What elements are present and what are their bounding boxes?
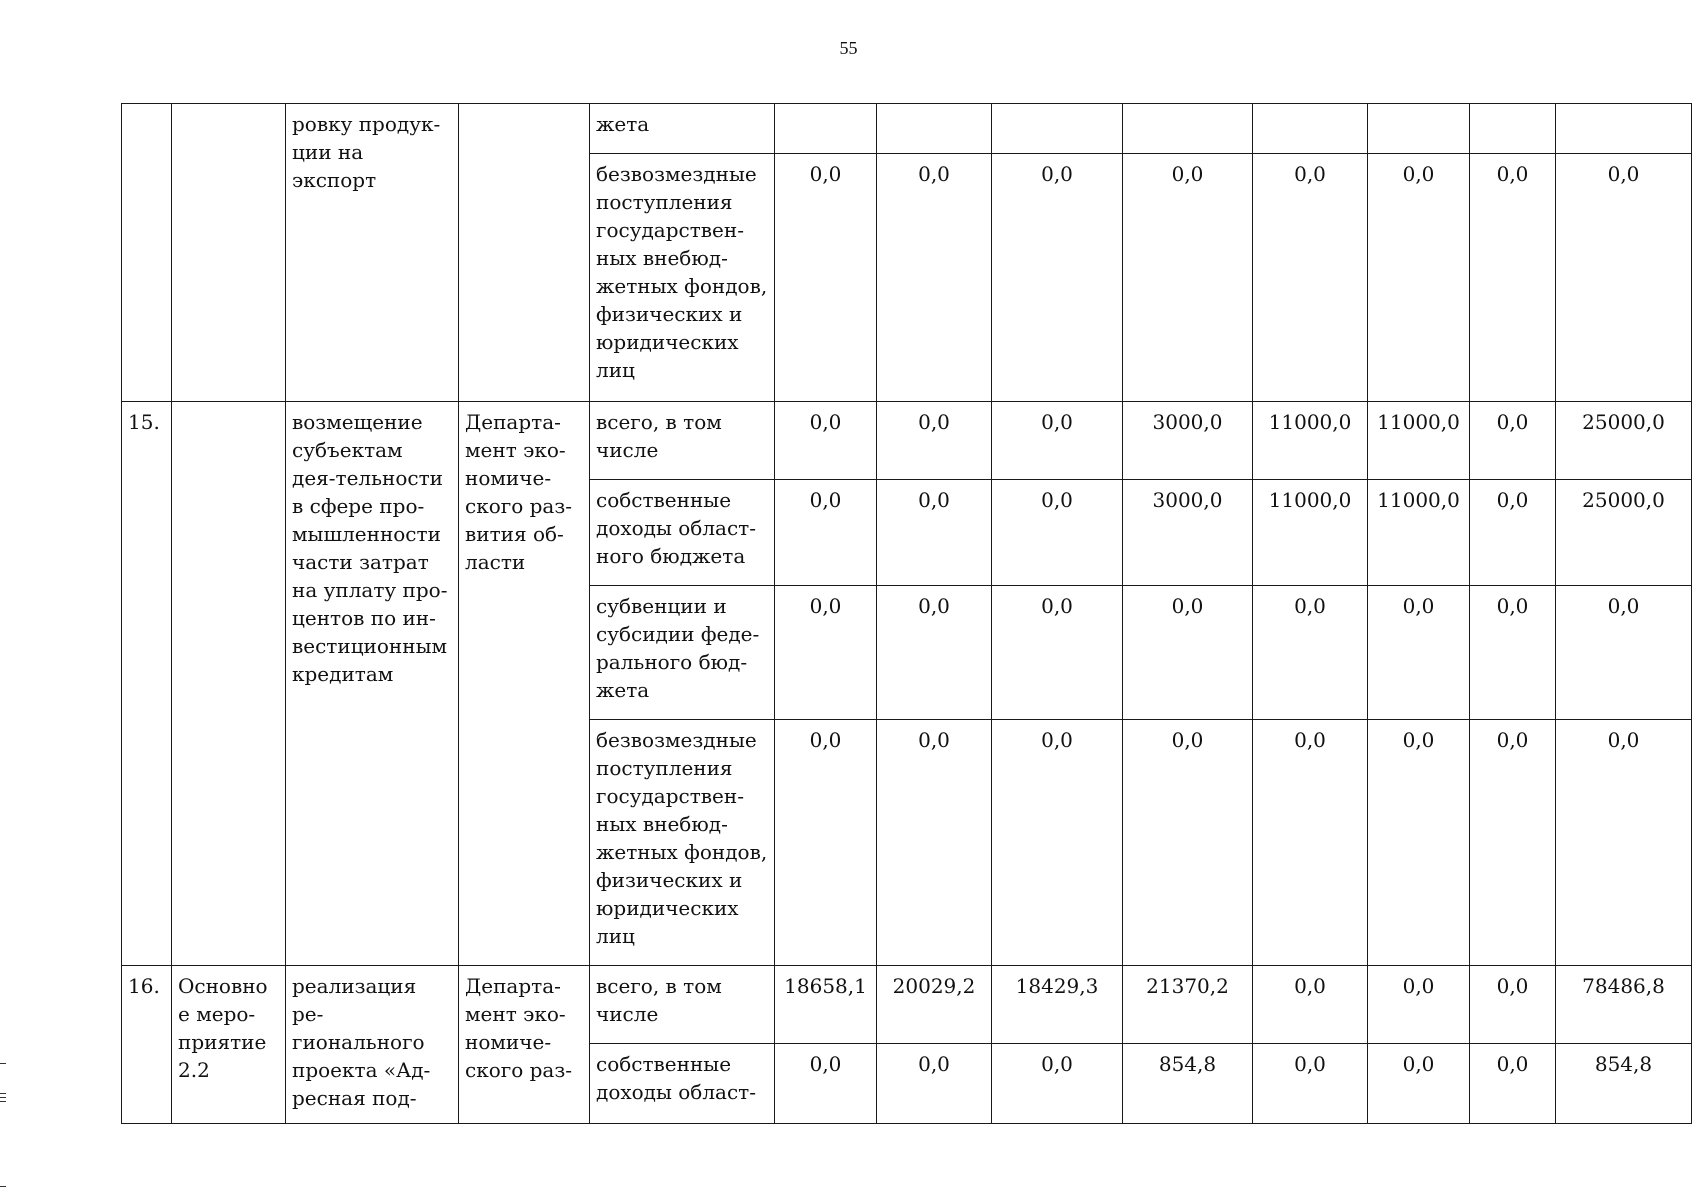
value-cell: 0,0 <box>992 586 1123 720</box>
value-cell: 0,0 <box>775 586 877 720</box>
value-cell: 0,0 <box>1556 720 1692 966</box>
value-cell: 0,0 <box>775 480 877 586</box>
value-cell: 0,0 <box>1470 480 1556 586</box>
scan-margin-mark <box>0 1101 6 1102</box>
funding-source-cell: собственные доходы област- <box>590 1044 775 1124</box>
page-number: 55 <box>839 38 858 58</box>
value-cell <box>1123 104 1253 154</box>
value-cell: 0,0 <box>877 720 992 966</box>
value-cell: 21370,2 <box>1123 966 1253 1044</box>
executor-cell: Департа-мент эко-номиче-ского раз- <box>459 966 590 1124</box>
value-cell <box>775 104 877 154</box>
value-cell: 3000,0 <box>1123 480 1253 586</box>
value-cell: 0,0 <box>1556 586 1692 720</box>
value-cell: 0,0 <box>1253 1044 1368 1124</box>
value-cell: 0,0 <box>1556 154 1692 402</box>
value-cell: 11000,0 <box>1368 402 1470 480</box>
table-row <box>122 104 1692 154</box>
status-cell <box>172 402 286 966</box>
value-cell: 3000,0 <box>1123 402 1253 480</box>
scan-margin-mark <box>0 1186 6 1187</box>
value-cell: 11000,0 <box>1253 402 1368 480</box>
value-cell: 0,0 <box>1470 966 1556 1044</box>
value-cell: 0,0 <box>877 1044 992 1124</box>
value-cell: 0,0 <box>775 720 877 966</box>
scan-margin-mark <box>0 1093 6 1094</box>
measure-name-cell <box>286 104 459 402</box>
value-cell <box>1253 104 1368 154</box>
measure-name-cell: возмещение субъектам дея-тельности в сфере про-мышленности части затрат на уплату про-центов по ин-вестиционным кредитам <box>286 402 459 966</box>
funding-source-cell: субвенции и субсидии феде-рального бюд-жета <box>590 586 775 720</box>
funding-source-cell: безвозмездные поступления государствен-ных внебюд-жетных фондов, физических и юридических лиц <box>590 154 775 402</box>
value-cell: 0,0 <box>877 402 992 480</box>
value-cell <box>1556 104 1692 154</box>
value-cell: 0,0 <box>877 586 992 720</box>
value-cell <box>1368 104 1470 154</box>
value-cell: 854,8 <box>1556 1044 1692 1124</box>
value-cell: 854,8 <box>1123 1044 1253 1124</box>
funding-source-cell: всего, в том числе <box>590 402 775 480</box>
value-cell: 0,0 <box>992 154 1123 402</box>
status-cell <box>172 104 286 402</box>
value-cell: 0,0 <box>1368 720 1470 966</box>
budget-table <box>121 103 1692 1124</box>
funding-source-cell: безвозмездные поступления государствен-ных внебюд-жетных фондов, физических и юридических лиц <box>590 720 775 966</box>
value-cell: 0,0 <box>775 1044 877 1124</box>
value-cell: 0,0 <box>1470 586 1556 720</box>
value-cell: 0,0 <box>992 1044 1123 1124</box>
value-cell: 0,0 <box>1470 720 1556 966</box>
value-cell: 0,0 <box>992 480 1123 586</box>
scan-margin-mark <box>0 1063 6 1064</box>
value-cell: 0,0 <box>1470 402 1556 480</box>
value-cell: 0,0 <box>992 720 1123 966</box>
value-cell: 0,0 <box>1123 720 1253 966</box>
row-number-cell: 15. <box>122 402 172 966</box>
measure-name-cell: реализация ре-гионального проекта «Ад-ресная под- <box>286 966 459 1124</box>
value-cell: 0,0 <box>992 402 1123 480</box>
value-cell: 0,0 <box>1470 154 1556 402</box>
value-cell: 0,0 <box>1253 154 1368 402</box>
value-cell: 20029,2 <box>877 966 992 1044</box>
value-cell: 78486,8 <box>1556 966 1692 1044</box>
value-cell: 11000,0 <box>1368 480 1470 586</box>
funding-source-cell: собственные доходы област-ного бюджета <box>590 480 775 586</box>
value-cell <box>992 104 1123 154</box>
value-cell: 0,0 <box>1253 720 1368 966</box>
value-cell: 25000,0 <box>1556 480 1692 586</box>
value-cell: 18658,1 <box>775 966 877 1044</box>
value-cell: 0,0 <box>1368 586 1470 720</box>
value-cell: 25000,0 <box>1556 402 1692 480</box>
scan-margin-mark <box>0 1097 6 1098</box>
value-cell: 0,0 <box>1123 586 1253 720</box>
value-cell: 0,0 <box>1368 1044 1470 1124</box>
value-cell: 0,0 <box>1253 966 1368 1044</box>
table-row <box>122 966 1692 1044</box>
row-number-cell <box>122 104 172 402</box>
measure-name-text: ровку продук- ции на экспорт <box>292 112 441 192</box>
row-number-cell: 16. <box>122 966 172 1124</box>
value-cell: 11000,0 <box>1253 480 1368 586</box>
value-cell: 0,0 <box>1368 966 1470 1044</box>
value-cell <box>877 104 992 154</box>
value-cell: 0,0 <box>1123 154 1253 402</box>
funding-source-cell: жета <box>590 104 775 154</box>
value-cell: 0,0 <box>1470 1044 1556 1124</box>
executor-cell <box>459 104 590 402</box>
value-cell: 0,0 <box>1368 154 1470 402</box>
value-cell: 0,0 <box>1253 586 1368 720</box>
executor-cell: Департа-мент эко-номиче-ского раз-вития об-ласти <box>459 402 590 966</box>
funding-source-cell: всего, в том числе <box>590 966 775 1044</box>
value-cell: 0,0 <box>877 480 992 586</box>
value-cell: 18429,3 <box>992 966 1123 1044</box>
value-cell: 0,0 <box>775 402 877 480</box>
status-cell: Основное меро-приятие 2.2 <box>172 966 286 1124</box>
value-cell <box>1470 104 1556 154</box>
value-cell: 0,0 <box>877 154 992 402</box>
value-cell: 0,0 <box>775 154 877 402</box>
table-row <box>122 402 1692 480</box>
